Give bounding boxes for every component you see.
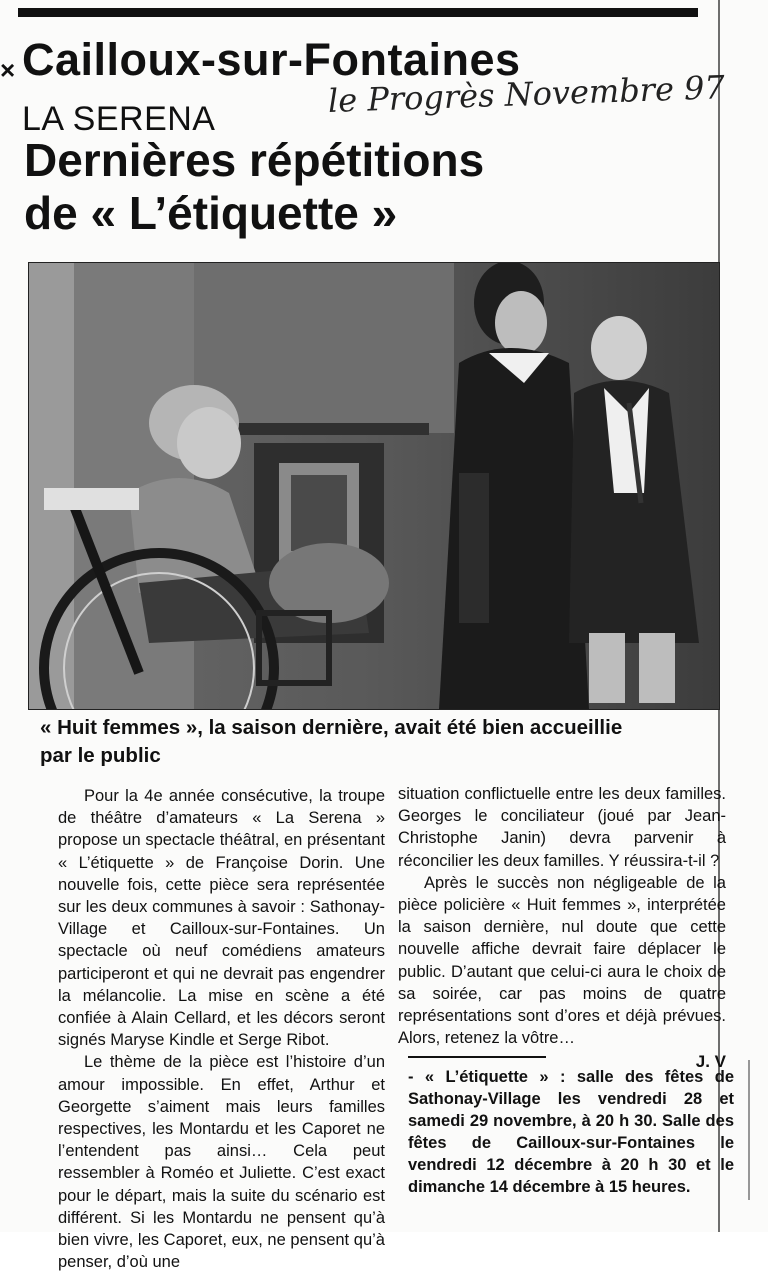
headline bbox=[24, 134, 714, 240]
author-signature: J. V bbox=[695, 1052, 726, 1072]
article-paragraph: Pour la 4e année consécutive, la troupe de théâtre d’amateurs « La Serena » propose un spectacle théâtral, en présentant « L’étiquette » de Françoise Dorin. Une nouvelle fois, cette pièce sera représentée sur les deux communes à savoir : Sathonay-Village et Cailloux-sur-Fontaines. Un spectacle où neuf comédiens amateurs participeront et qui ne devrait pas engendrer la mélancolie. La mise en scène a été confiée à Alain Cellard, et les décors seront signés Maryse Kindle et Serge Ribot. bbox=[58, 787, 385, 1050]
town-heading: Cailloux-sur-Fontaines bbox=[22, 34, 521, 85]
top-rule bbox=[18, 8, 698, 17]
info-rule bbox=[408, 1056, 546, 1058]
pen-mark: × bbox=[0, 55, 16, 85]
article-column-left bbox=[58, 785, 385, 1273]
article-column-right bbox=[398, 783, 726, 1074]
performance-info: - « L’étiquette » : salle des fêtes de Sathonay-Village les vendredi 28 et samedi 29 novembre, à 20 h 30. Salle des fêtes de Cailloux-sur-Fontaines le vendredi 12 décembre à 20 h 30 et le dimanche 14 décembre à 15 heures. bbox=[408, 1068, 734, 1196]
article-paragraph: Après le succès non négligeable de la pièce policière « Huit femmes », interprétée la saison dernière, nul doute que cette nouvelle affiche devrait faire déplacer le public. D’autant que celui-ci aura le choix de sa soirée, car pas moins de quatre représentations sont d’ores et déjà prévues. Alors, retenez la vôtre… bbox=[398, 873, 726, 1048]
article-paragraph: Le thème de la pièce est l’histoire d’un amour impossible. En effet, Arthur et Georgette s’aiment mais leurs familles respectives, les Montardu et les Caporet ne l’entendent pas ainsi… Cela peut ressembler à Roméo et Juliette. C’est exact pour le départ, mais la suite du scénario est différent. Si les Montardu ne pensent qu’à bien vivre, les Caporet, eux, ne pensent qu’à penser, d’où une bbox=[58, 1053, 385, 1272]
section-label: LA SERENA bbox=[22, 100, 216, 138]
headline-line-2: de « L’étiquette » bbox=[24, 187, 398, 239]
article-paragraph: situation conflictuelle entre les deux familles. Georges le conciliateur (joué par Jean-Christophe Janin) devra parvenir à réconcilier les deux familles. Y réussira-t-il ? bbox=[398, 785, 726, 870]
caption-line-1: « Huit femmes », la saison dernière, avait été bien accueillie bbox=[40, 716, 623, 739]
photo-icon bbox=[29, 263, 719, 709]
article-photo bbox=[28, 262, 720, 710]
caption-line-2: par le public bbox=[40, 744, 161, 767]
clipping-edge-line-lower bbox=[748, 1060, 750, 1200]
photo-caption bbox=[40, 714, 720, 770]
headline-line-1: Dernières répétitions bbox=[24, 134, 485, 186]
handwritten-annotation: le Progrès Novembre 97 bbox=[327, 68, 726, 120]
